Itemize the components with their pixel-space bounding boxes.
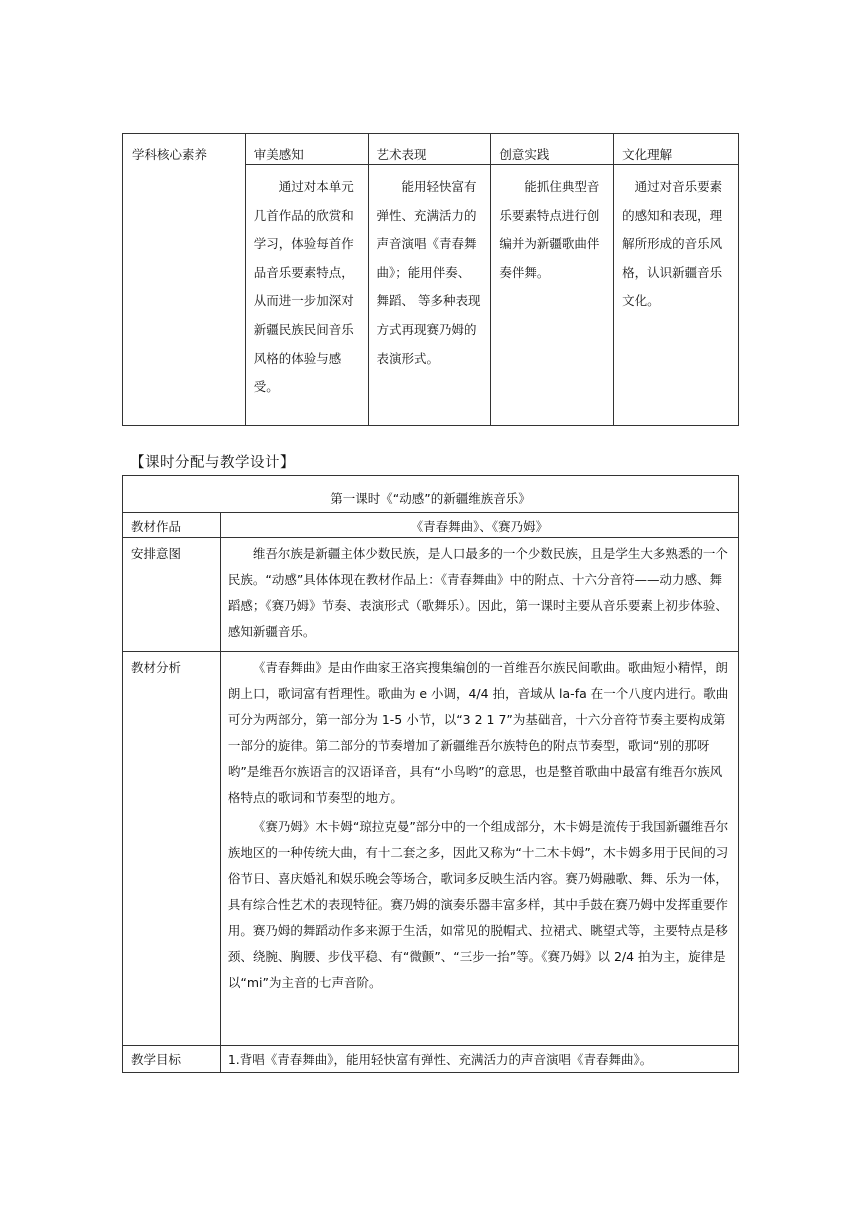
goals-value: 1.背唱《青春舞曲》，能用轻快富有弹性、充满活力的声音演唱《青春舞曲》。 bbox=[227, 1052, 653, 1067]
section-heading: 【课时分配与教学设计】 bbox=[130, 455, 295, 471]
works-value-cell bbox=[220, 513, 738, 538]
text-line: 奏伴舞。 bbox=[499, 264, 550, 280]
col-header-aesthetic: 审美感知 bbox=[245, 134, 368, 165]
intent-label: 安排意图 bbox=[131, 546, 182, 561]
col-header-culture: 文化理解 bbox=[614, 134, 739, 165]
expression-cell bbox=[368, 165, 491, 426]
analysis-value-cell bbox=[220, 652, 738, 1046]
analysis-para-1: 《青春舞曲》是由作曲家王洛宾搜集编创的一首维吾尔族民间歌曲。歌曲短小精悍，朗朗上口，歌词富有哲理性。歌曲为 e 小调，4/4 拍，音域从 la-fa 在一个八度内进行。歌曲可分为两部分，第一部分为 1-5 小节，以“3 2 1 7”为基础音，十六分音符节奏主要构成第一部分的旋律。第二部分的节奏增加了新疆维吾尔族特色的附点节奏型，歌词“别的那呀哟”是维吾尔族语言的汉语译音，具有“小鸟哟”的意思，也是整首歌曲中最富有维吾尔族风格特点的歌词和节奏型的地方。 bbox=[227, 660, 729, 805]
text-line: 弹性、充满活力的 bbox=[376, 207, 477, 223]
col-header-expression: 艺术表现 bbox=[368, 134, 491, 165]
intent-label-cell bbox=[123, 538, 221, 652]
expression-text bbox=[369, 165, 491, 373]
analysis-para-2: 《赛乃姆》木卡姆“琼拉克曼”部分中的一个组成部分，木卡姆是流传于我国新疆维吾尔族地区的一种传统大曲，有十二套之多，因此又称为“十二木卡姆”，木卡姆多用于民间的习俗节日、喜庆婚礼和娱乐晚会等场合，歌词多反映生活内容。赛乃姆融歌、舞、乐为一体，具有综合性艺术的表现特征。赛乃姆的演奏乐器丰富多样，其中手鼓在赛乃姆中发挥重要作用。赛乃姆的舞蹈动作多来源于生活，如常见的脱帽式、拉裙式、眺望式等，主要特点是移颈、绕腕、胸腰、步伐平稳、有“微颤”、“三步一抬”等。《赛乃姆》以 2/4 拍为主，旋律是以“mi”为主音的七声音阶。 bbox=[227, 819, 729, 990]
works-label: 教材作品 bbox=[131, 519, 182, 534]
analysis-label: 教材分析 bbox=[131, 660, 182, 675]
text-line: 从而进一步加深对 bbox=[253, 293, 354, 309]
practice-cell bbox=[491, 165, 614, 426]
culture-text bbox=[614, 165, 738, 316]
text-line: 学习，体验每首作 bbox=[253, 236, 354, 252]
lesson-title-row bbox=[123, 476, 739, 513]
col-header-practice: 创意实践 bbox=[491, 134, 614, 165]
intent-row bbox=[123, 538, 739, 652]
text-line: 声音演唱《青春舞 bbox=[376, 236, 477, 252]
works-value: 《青春舞曲》、《赛乃姆》 bbox=[410, 519, 549, 534]
analysis-label-cell bbox=[123, 652, 221, 1046]
core-header-row bbox=[123, 134, 739, 165]
text-line: 格，认识新疆音乐 bbox=[622, 264, 723, 280]
text-line: 解所形成的音乐风 bbox=[622, 236, 723, 252]
goals-label: 教学目标 bbox=[131, 1052, 182, 1067]
culture-cell bbox=[614, 165, 739, 426]
text-line: 的感知和表现，理 bbox=[622, 207, 723, 223]
aesthetic-text bbox=[246, 165, 368, 402]
practice-text bbox=[491, 165, 613, 287]
text-line: 新疆民族民间音乐 bbox=[253, 321, 354, 337]
core-row-label-cell bbox=[123, 134, 246, 426]
analysis-row bbox=[123, 652, 739, 1046]
lesson-title-cell bbox=[123, 476, 739, 513]
goals-label-cell bbox=[123, 1046, 221, 1073]
goals-row bbox=[123, 1046, 739, 1073]
text-line: 能抓住典型音 bbox=[524, 179, 600, 194]
core-row-label: 学科核心素养 bbox=[132, 147, 208, 162]
lesson-design-table bbox=[122, 475, 739, 1073]
works-label-cell bbox=[123, 513, 221, 538]
text-line: 舞蹈、 等多种表现 bbox=[376, 293, 481, 309]
text-line: 编并为新疆歌曲伴 bbox=[499, 236, 600, 252]
text-line: 乐要素特点进行创 bbox=[499, 207, 600, 223]
text-line: 能用轻快富有 bbox=[401, 179, 477, 194]
text-line: 方式再现赛乃姆的 bbox=[376, 321, 477, 337]
text-line: 几首作品的欣赏和 bbox=[253, 207, 354, 223]
text-line: 受。 bbox=[253, 379, 279, 395]
intent-value-cell bbox=[220, 538, 738, 652]
intent-text: 维吾尔族是新疆主体少数民族，是人口最多的一个少数民族，且是学生大多熟悉的一个民族。“动感”具体体现在教材作品上：《青春舞曲》中的附点、十六分音符——动力感、舞蹈感；《赛乃姆》节奏、表演形式（歌舞乐）。因此，第一课时主要从音乐要素上初步体验、感知新疆音乐。 bbox=[227, 546, 728, 639]
text-line: 表演形式。 bbox=[376, 350, 440, 366]
works-row bbox=[123, 513, 739, 538]
goals-value-cell bbox=[220, 1046, 738, 1073]
text-line: 风格的体验与感 bbox=[253, 350, 342, 366]
text-line: 文化。 bbox=[622, 293, 660, 309]
aesthetic-cell bbox=[245, 165, 368, 426]
text-line: 通过对本单元 bbox=[278, 179, 354, 194]
text-line: 品音乐要素特点， bbox=[253, 264, 354, 280]
text-line: 曲》；能用伴奏、 bbox=[376, 264, 471, 280]
core-competency-table bbox=[122, 133, 739, 426]
lesson-title: 第一课时《“动感”的新疆维族音乐》 bbox=[330, 491, 531, 506]
text-line: 通过对音乐要素 bbox=[634, 179, 723, 194]
